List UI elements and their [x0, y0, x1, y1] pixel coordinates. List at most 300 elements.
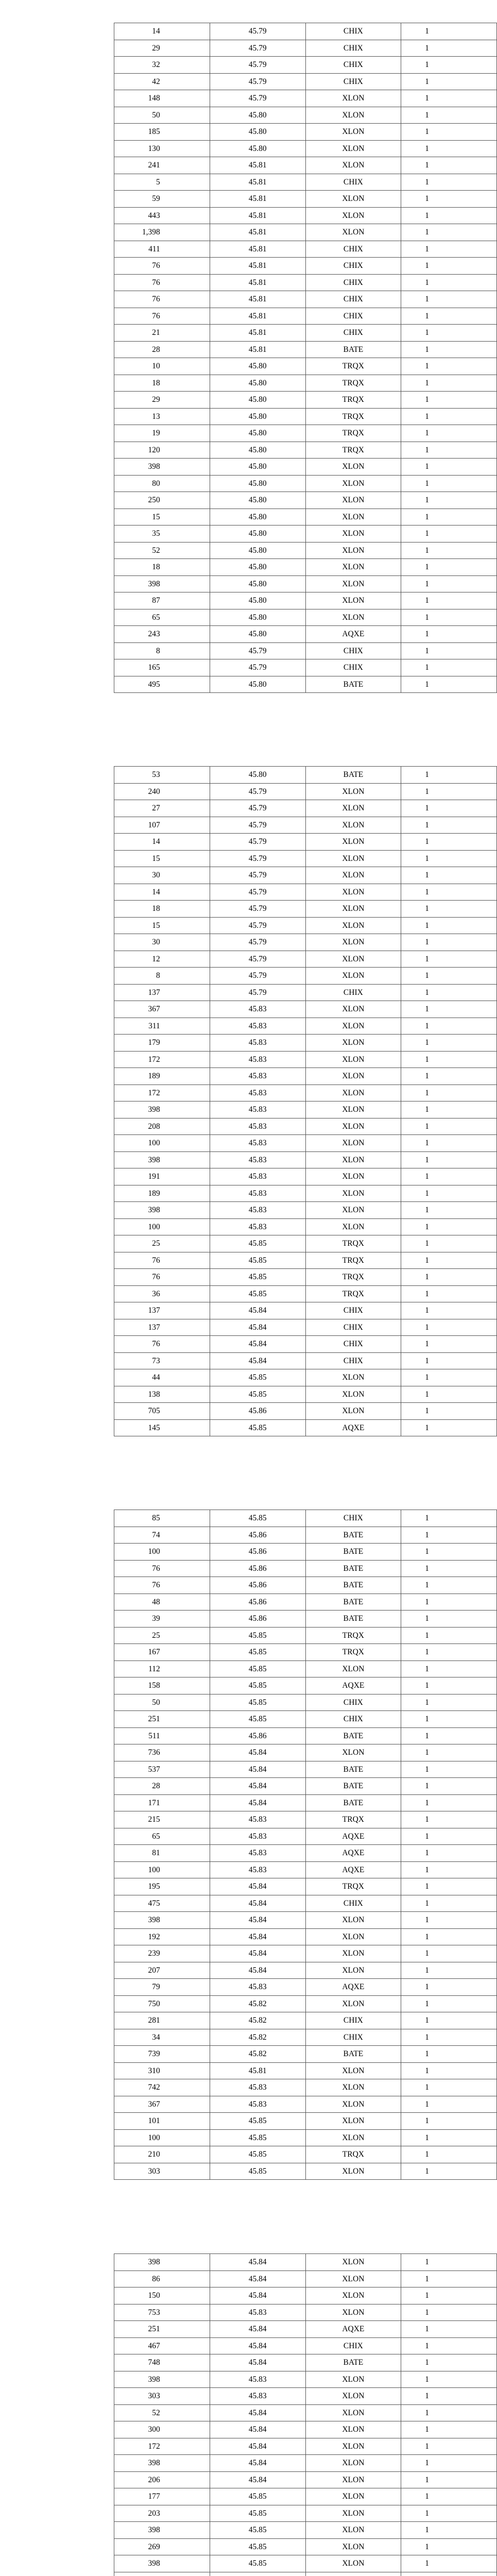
trade-extra: 1 — [401, 1352, 497, 1369]
table-row — [114, 1218, 497, 1235]
trade-price: 45.80 — [210, 124, 305, 141]
table-row — [114, 2371, 497, 2388]
trade-size: 185 — [114, 124, 210, 141]
trade-size: 52 — [114, 2404, 210, 2421]
table-row — [114, 2354, 497, 2371]
table-row — [114, 984, 497, 1001]
trade-size: 100 — [114, 1218, 210, 1235]
trade-venue: XLON — [305, 1218, 401, 1235]
trade-venue: TRQX — [305, 358, 401, 375]
table-row — [114, 834, 497, 851]
trade-price: 45.83 — [210, 2371, 305, 2388]
trade-size: 28 — [114, 1778, 210, 1795]
trade-venue: XLON — [305, 1001, 401, 1018]
trade-price: 45.79 — [210, 984, 305, 1001]
trade-size: 191 — [114, 1168, 210, 1185]
trade-venue: BATE — [305, 1611, 401, 1628]
trade-size: 243 — [114, 626, 210, 643]
table-row — [114, 358, 497, 375]
trade-size: 311 — [114, 1018, 210, 1035]
trade-extra: 1 — [401, 358, 497, 375]
trade-size: 172 — [114, 1084, 210, 1101]
trade-venue: BATE — [305, 1544, 401, 1561]
trade-size: 742 — [114, 2079, 210, 2096]
trade-size: 189 — [114, 1068, 210, 1085]
trade-price: 45.84 — [210, 2270, 305, 2287]
trade-venue: XLON — [305, 592, 401, 609]
trade-venue: CHIX — [305, 2012, 401, 2029]
trade-extra: 1 — [401, 1403, 497, 1420]
trade-size: 158 — [114, 1677, 210, 1694]
trade-extra: 1 — [401, 1051, 497, 1068]
trade-size: 87 — [114, 592, 210, 609]
trade-extra: 1 — [401, 609, 497, 626]
trade-size: 8 — [114, 968, 210, 985]
trade-extra: 1 — [401, 1811, 497, 1828]
trade-price: 45.85 — [210, 1510, 305, 1527]
table-row — [114, 1386, 497, 1403]
table-row — [114, 1711, 497, 1728]
table-row — [114, 2304, 497, 2321]
trade-extra: 1 — [401, 459, 497, 476]
trade-size: 179 — [114, 1035, 210, 1052]
trade-extra: 1 — [401, 1386, 497, 1403]
trade-size: 138 — [114, 1386, 210, 1403]
trade-price: 45.85 — [210, 1644, 305, 1661]
trade-size: 76 — [114, 258, 210, 275]
trade-venue: XLON — [305, 191, 401, 208]
trade-price: 45.81 — [210, 224, 305, 241]
table-row — [114, 2129, 497, 2146]
trade-venue: XLON — [305, 968, 401, 985]
trade-extra: 1 — [401, 274, 497, 291]
trade-extra: 1 — [401, 1101, 497, 1118]
trade-extra: 1 — [401, 800, 497, 817]
trade-extra: 1 — [401, 408, 497, 425]
trade-venue: XLON — [305, 850, 401, 867]
trade-price: 45.80 — [210, 442, 305, 459]
trade-venue: TRQX — [305, 1285, 401, 1302]
trade-extra: 1 — [401, 1319, 497, 1336]
trade-price: 45.83 — [210, 2304, 305, 2321]
trade-venue: BATE — [305, 767, 401, 784]
trade-extra: 1 — [401, 2254, 497, 2271]
trade-size: 39 — [114, 1611, 210, 1628]
trade-size: 398 — [114, 2371, 210, 2388]
trade-price: 45.84 — [210, 2337, 305, 2354]
trade-extra: 1 — [401, 592, 497, 609]
table-row — [114, 1403, 497, 1420]
trade-venue: AQXE — [305, 1419, 401, 1436]
trade-extra: 1 — [401, 1979, 497, 1996]
trade-size: 705 — [114, 1403, 210, 1420]
trade-price: 45.84 — [210, 1962, 305, 1979]
trade-price: 45.85 — [210, 2146, 305, 2163]
trade-price: 45.80 — [210, 559, 305, 576]
trade-size: 100 — [114, 1135, 210, 1152]
table-row — [114, 917, 497, 934]
trade-venue: TRQX — [305, 1878, 401, 1895]
trade-extra: 1 — [401, 157, 497, 174]
table-row — [114, 392, 497, 409]
trade-price: 45.79 — [210, 817, 305, 834]
trade-extra: 1 — [401, 2488, 497, 2505]
trade-extra: 1 — [401, 207, 497, 224]
table-row — [114, 676, 497, 693]
trade-venue: XLON — [305, 1084, 401, 1101]
trade-extra: 1 — [401, 1235, 497, 1252]
trade-venue — [305, 2572, 401, 2576]
table-row — [114, 2146, 497, 2163]
trade-size: 18 — [114, 901, 210, 918]
trade-price: 45.84 — [210, 2354, 305, 2371]
trade-price: 45.79 — [210, 40, 305, 57]
trade-extra: 1 — [401, 1878, 497, 1895]
trade-size: 171 — [114, 1794, 210, 1811]
table-row — [114, 1035, 497, 1052]
trade-venue: XLON — [305, 2388, 401, 2405]
trade-extra: 1 — [401, 2438, 497, 2455]
trade-venue: XLON — [305, 1660, 401, 1677]
trade-size: 48 — [114, 1594, 210, 1611]
trade-extra: 1 — [401, 1794, 497, 1811]
trade-extra: 1 — [401, 2371, 497, 2388]
trade-size: 25 — [114, 1235, 210, 1252]
trade-venue: CHIX — [305, 984, 401, 1001]
table-row — [114, 492, 497, 509]
trade-extra: 1 — [401, 392, 497, 409]
trade-price: 45.83 — [210, 1101, 305, 1118]
trade-venue: XLON — [305, 1018, 401, 1035]
trade-venue: XLON — [305, 1135, 401, 1152]
table-row — [114, 408, 497, 425]
table-row — [114, 1135, 497, 1152]
table-row — [114, 2421, 497, 2438]
trade-venue: CHIX — [305, 73, 401, 90]
trade-venue: CHIX — [305, 325, 401, 342]
trade-venue: TRQX — [305, 1235, 401, 1252]
trade-extra: 1 — [401, 2096, 497, 2113]
table-row — [114, 2455, 497, 2472]
trade-venue: CHIX — [305, 1711, 401, 1728]
table-row — [114, 1945, 497, 1962]
trade-extra: 1 — [401, 258, 497, 275]
trade-venue: AQXE — [305, 626, 401, 643]
trade-venue: XLON — [305, 1035, 401, 1052]
trade-extra: 1 — [401, 2062, 497, 2079]
trade-extra: 1 — [401, 325, 497, 342]
trade-venue: XLON — [305, 492, 401, 509]
trade-price: 45.85 — [210, 1694, 305, 1711]
trade-size: 398 — [114, 2555, 210, 2572]
trade-extra: 1 — [401, 191, 497, 208]
trade-size: 42 — [114, 73, 210, 90]
trade-price: 45.84 — [210, 1302, 305, 1319]
trade-size: 44 — [114, 1369, 210, 1386]
table-row — [114, 934, 497, 951]
trade-price: 45.83 — [210, 2096, 305, 2113]
trade-extra: 1 — [401, 1928, 497, 1945]
trade-venue: XLON — [305, 224, 401, 241]
trade-size: 398 — [114, 1202, 210, 1219]
trade-venue: XLON — [305, 2522, 401, 2539]
trade-venue: XLON — [305, 1101, 401, 1118]
table-row — [114, 341, 497, 358]
trade-size: 239 — [114, 1945, 210, 1962]
trade-extra: 1 — [401, 1611, 497, 1628]
table-row — [114, 800, 497, 817]
trade-price: 45.79 — [210, 884, 305, 901]
trade-extra: 1 — [401, 2304, 497, 2321]
trade-size: 398 — [114, 2455, 210, 2472]
table-row — [114, 2522, 497, 2539]
table-row — [114, 1811, 497, 1828]
trade-price: 45.84 — [210, 1319, 305, 1336]
trade-price: 45.81 — [210, 2062, 305, 2079]
trade-venue: XLON — [305, 2455, 401, 2472]
trade-extra: 1 — [401, 2388, 497, 2405]
trade-size: 80 — [114, 475, 210, 492]
trade-extra — [401, 2572, 497, 2576]
trade-price: 45.84 — [210, 2438, 305, 2455]
trade-size: 511 — [114, 1727, 210, 1744]
trade-extra: 1 — [401, 984, 497, 1001]
table-row — [114, 783, 497, 800]
trade-venue: XLON — [305, 1962, 401, 1979]
trade-venue: XLON — [305, 2096, 401, 2113]
trade-venue: XLON — [305, 475, 401, 492]
trade-venue: CHIX — [305, 1895, 401, 1912]
trade-venue: XLON — [305, 542, 401, 559]
trade-price: 45.86 — [210, 1727, 305, 1744]
trade-size: 251 — [114, 1711, 210, 1728]
trade-venue: AQXE — [305, 1677, 401, 1694]
trade-price: 45.79 — [210, 968, 305, 985]
table-row — [114, 2062, 497, 2079]
trade-venue: XLON — [305, 1168, 401, 1185]
table-row — [114, 1761, 497, 1778]
table-row — [114, 1744, 497, 1761]
trade-venue: BATE — [305, 1761, 401, 1778]
trade-price: 45.85 — [210, 1677, 305, 1694]
trade-price: 45.83 — [210, 2079, 305, 2096]
table-row — [114, 1962, 497, 1979]
trade-price: 45.80 — [210, 140, 305, 157]
trade-venue: XLON — [305, 2404, 401, 2421]
trade-extra: 1 — [401, 1269, 497, 1286]
trade-extra: 1 — [401, 124, 497, 141]
trade-size: 250 — [114, 492, 210, 509]
trade-venue: XLON — [305, 1928, 401, 1945]
trade-price: 45.84 — [210, 2455, 305, 2472]
table-row — [114, 642, 497, 659]
trade-extra: 1 — [401, 2012, 497, 2029]
trade-price: 45.84 — [210, 1336, 305, 1353]
trade-venue: CHIX — [305, 291, 401, 308]
trade-extra: 1 — [401, 107, 497, 124]
table-row — [114, 850, 497, 867]
table-row — [114, 1185, 497, 1202]
trade-price: 45.83 — [210, 1979, 305, 1996]
trade-size: 398 — [114, 1912, 210, 1929]
trade-size: 14 — [114, 884, 210, 901]
trade-size: 19 — [114, 425, 210, 442]
trade-venue: XLON — [305, 559, 401, 576]
trade-extra: 1 — [401, 968, 497, 985]
table-row — [114, 2287, 497, 2304]
table-row — [114, 1694, 497, 1711]
trade-price: 45.83 — [210, 1861, 305, 1878]
trade-price: 45.86 — [210, 1403, 305, 1420]
trade-size: 148 — [114, 90, 210, 107]
trade-extra: 1 — [401, 23, 497, 40]
trade-extra: 1 — [401, 559, 497, 576]
trade-extra: 1 — [401, 1727, 497, 1744]
trade-size: 34 — [114, 2029, 210, 2046]
trade-price: 45.85 — [210, 2505, 305, 2522]
trade-price: 45.80 — [210, 425, 305, 442]
trade-price: 45.81 — [210, 207, 305, 224]
trade-venue: TRQX — [305, 2146, 401, 2163]
trade-size: 14 — [114, 834, 210, 851]
trade-venue: XLON — [305, 2079, 401, 2096]
table-row — [114, 291, 497, 308]
trade-venue: XLON — [305, 2471, 401, 2488]
table-row — [114, 1285, 497, 1302]
table-row — [114, 1269, 497, 1286]
table-row — [114, 442, 497, 459]
trade-price: 45.85 — [210, 1660, 305, 1677]
table-row — [114, 542, 497, 559]
table-row — [114, 1068, 497, 1085]
trade-size: 74 — [114, 1527, 210, 1544]
trade-venue: CHIX — [305, 1319, 401, 1336]
trade-price: 45.81 — [210, 174, 305, 191]
trade-extra: 1 — [401, 1202, 497, 1219]
table-row — [114, 1861, 497, 1878]
trade-price: 45.81 — [210, 191, 305, 208]
trade-size: 750 — [114, 1995, 210, 2012]
trade-size: 475 — [114, 1895, 210, 1912]
table-row — [114, 2471, 497, 2488]
trade-size: 50 — [114, 1694, 210, 1711]
trade-price: 45.83 — [210, 1828, 305, 1845]
trade-extra: 1 — [401, 2404, 497, 2421]
trade-venue: XLON — [305, 1945, 401, 1962]
table-row — [114, 90, 497, 107]
trade-size: 281 — [114, 2012, 210, 2029]
trade-price: 45.82 — [210, 2012, 305, 2029]
table-row — [114, 2555, 497, 2572]
table-row — [114, 1912, 497, 1929]
trade-extra: 1 — [401, 1761, 497, 1778]
table-row — [114, 1252, 497, 1269]
trade-size: 29 — [114, 392, 210, 409]
trade-extra: 1 — [401, 1962, 497, 1979]
trade-size: 15 — [114, 917, 210, 934]
trade-size: 495 — [114, 676, 210, 693]
trade-price: 45.80 — [210, 492, 305, 509]
table-row — [114, 1202, 497, 1219]
table-row — [114, 2029, 497, 2046]
trade-venue: BATE — [305, 1794, 401, 1811]
trades-table-block-1 — [114, 23, 497, 693]
trade-price: 45.79 — [210, 659, 305, 676]
trade-price: 45.81 — [210, 274, 305, 291]
trade-size: 367 — [114, 2096, 210, 2113]
trade-size: 195 — [114, 1878, 210, 1895]
trade-size: 120 — [114, 442, 210, 459]
trade-extra: 1 — [401, 575, 497, 592]
table-row — [114, 2488, 497, 2505]
trade-price: 45.84 — [210, 2254, 305, 2271]
trade-extra: 1 — [401, 1510, 497, 1527]
trade-size: 739 — [114, 2046, 210, 2063]
trade-venue: TRQX — [305, 1627, 401, 1644]
trade-price: 45.79 — [210, 783, 305, 800]
trade-price: 45.85 — [210, 1627, 305, 1644]
trade-extra: 1 — [401, 1644, 497, 1661]
trade-size: 76 — [114, 308, 210, 325]
trade-extra: 1 — [401, 542, 497, 559]
table-row — [114, 241, 497, 258]
trade-venue: XLON — [305, 207, 401, 224]
trade-venue: XLON — [305, 1369, 401, 1386]
trade-price: 45.80 — [210, 392, 305, 409]
trade-size: 79 — [114, 1979, 210, 1996]
trade-extra: 1 — [401, 1660, 497, 1677]
trade-extra: 1 — [401, 1018, 497, 1035]
trade-venue: AQXE — [305, 2321, 401, 2338]
table-row — [114, 1084, 497, 1101]
trade-price: 45.85 — [210, 2488, 305, 2505]
trade-price: 45.79 — [210, 901, 305, 918]
trade-extra: 1 — [401, 867, 497, 884]
trade-size: 76 — [114, 1577, 210, 1594]
trade-venue: XLON — [305, 2254, 401, 2271]
table-row — [114, 73, 497, 90]
trade-price: 45.79 — [210, 642, 305, 659]
trade-size: 86 — [114, 2270, 210, 2287]
trade-price: 45.82 — [210, 1995, 305, 2012]
trade-size: 18 — [114, 559, 210, 576]
trade-venue: CHIX — [305, 1694, 401, 1711]
trade-venue: XLON — [305, 2163, 401, 2180]
trade-price: 45.81 — [210, 325, 305, 342]
table-row — [114, 1302, 497, 1319]
trade-venue: XLON — [305, 884, 401, 901]
trade-size: 112 — [114, 1660, 210, 1677]
trade-size: 36 — [114, 1285, 210, 1302]
table-row — [114, 2113, 497, 2130]
trade-extra: 1 — [401, 2421, 497, 2438]
trade-price: 45.85 — [210, 1711, 305, 1728]
trade-price: 45.85 — [210, 2522, 305, 2539]
trade-venue: XLON — [305, 2538, 401, 2555]
trade-size: 150 — [114, 2287, 210, 2304]
trade-price: 45.79 — [210, 934, 305, 951]
trade-venue: XLON — [305, 2062, 401, 2079]
trade-size: 208 — [114, 1118, 210, 1135]
table-row — [114, 609, 497, 626]
table-row — [114, 1419, 497, 1436]
trade-venue: XLON — [305, 1151, 401, 1168]
trade-price: 45.79 — [210, 917, 305, 934]
table-row — [114, 1510, 497, 1527]
trade-size: 172 — [114, 2438, 210, 2455]
table-row — [114, 157, 497, 174]
trade-size: 100 — [114, 2129, 210, 2146]
